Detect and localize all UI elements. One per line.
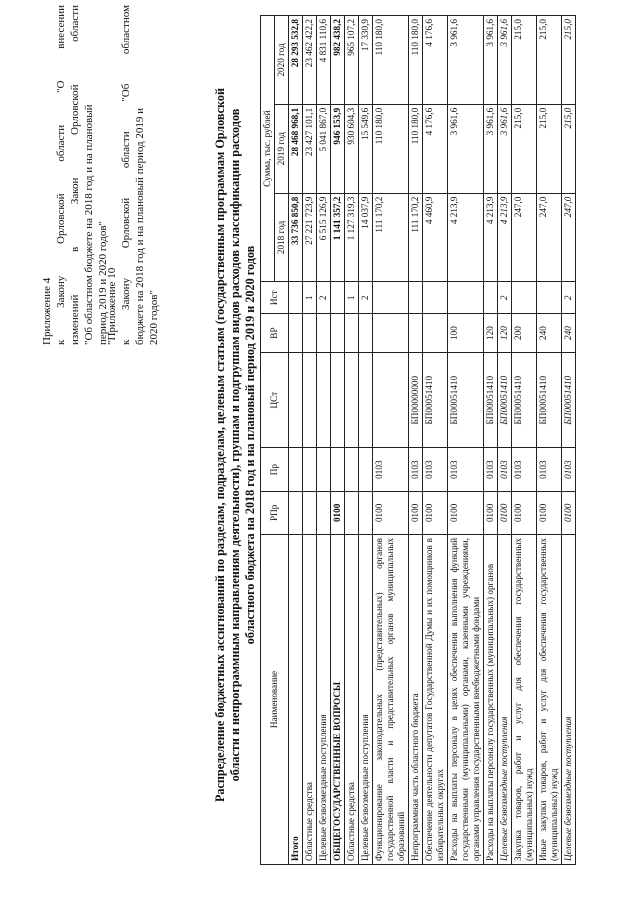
row-value-2018: 27 221 723,9 <box>303 193 317 282</box>
row-pr <box>289 448 303 491</box>
row-rpr: 0100 <box>484 491 498 534</box>
word: Орловской <box>69 84 81 135</box>
row-ist <box>289 282 303 314</box>
row-pr: 0103 <box>512 448 537 491</box>
row-value-2018: 4 213,9 <box>448 193 484 282</box>
row-value-2019: 23 427 101,1 <box>303 104 317 193</box>
row-value-2020: 28 293 532,8 <box>289 16 303 105</box>
row-ist <box>409 282 423 314</box>
row-value-2018: 6 515 126,9 <box>317 193 331 282</box>
appendix-10-note <box>105 5 161 345</box>
word: изменений <box>69 294 81 345</box>
row-value-2018: 111 170,2 <box>373 193 409 282</box>
row-value-2020: 110 180,0 <box>409 16 423 105</box>
word: области <box>69 5 81 42</box>
header-year-2020: 2020 год <box>275 16 289 105</box>
row-name: Целевые безвозмездные поступления <box>562 534 576 864</box>
row-vr <box>373 314 409 353</box>
word: к <box>120 339 132 345</box>
row-value-2018: 1 127 319,3 <box>345 193 359 282</box>
row-rpr: 0100 <box>423 491 448 534</box>
appendix-4-line-5: период 2019 и 2020 годов" <box>97 220 109 345</box>
row-name: ОБЩЕГОСУДАРСТВЕННЫЕ ВОПРОСЫ <box>331 534 345 864</box>
row-value-2019: 930 604,3 <box>345 104 359 193</box>
row-pr: 0103 <box>423 448 448 491</box>
row-rpr: 0100 <box>537 491 562 534</box>
row-cst: БП00051410 <box>498 352 512 448</box>
row-vr <box>409 314 423 353</box>
row-vr: 100 <box>448 314 484 353</box>
row-name: Областные средства <box>345 534 359 864</box>
row-rpr: 0100 <box>498 491 512 534</box>
row-name: Областные средства <box>303 534 317 864</box>
word: области <box>55 124 67 162</box>
row-rpr: 0100 <box>562 491 576 534</box>
row-value-2019: 110 180,0 <box>409 104 423 193</box>
word: Закон <box>69 177 81 205</box>
title-line-2: области и непрограммным направлениям деятельности), группам и подгруппам видов расходов классификации расходов <box>228 108 242 782</box>
row-pr <box>303 448 317 491</box>
appendix-10-line-3: бюджете на 2018 год и на плановый период 2019 и <box>134 107 146 345</box>
row-ist: 1 <box>303 282 317 314</box>
row-rpr <box>289 491 303 534</box>
row-value-2019: 3 961,6 <box>498 104 512 193</box>
header-rpr: РПр <box>261 491 289 534</box>
row-vr: 120 <box>498 314 512 353</box>
header-year-2018: 2018 год <box>275 193 289 282</box>
row-cst: БП00051410 <box>484 352 498 448</box>
row-ist <box>423 282 448 314</box>
row-value-2019: 946 153,9 <box>331 104 345 193</box>
appendix-10-line-2 <box>119 5 133 345</box>
row-cst: БП00051410 <box>448 352 484 448</box>
row-value-2018: 33 736 850,8 <box>289 193 303 282</box>
row-cst: БП00051410 <box>423 352 448 448</box>
row-rpr <box>359 491 373 534</box>
row-vr <box>289 314 303 353</box>
row-name: Закупка товаров, работ и услуг для обеспечения государственных (муниципальных) нужд <box>512 534 537 864</box>
table-row <box>498 16 512 865</box>
word: в <box>69 246 81 252</box>
table-row <box>345 16 359 865</box>
row-value-2020: 3 961,6 <box>498 16 512 105</box>
table-row <box>289 16 303 865</box>
header-pr: Пр <box>261 448 289 491</box>
table-row <box>448 16 484 865</box>
row-pr <box>317 448 331 491</box>
row-vr <box>345 314 359 353</box>
row-pr: 0103 <box>498 448 512 491</box>
row-value-2020: 3 961,6 <box>484 16 498 105</box>
row-value-2018: 247,0 <box>512 193 537 282</box>
row-name: Расходы на выплаты персоналу государственных (муниципальных) органов <box>484 534 498 864</box>
title-line-3: областного бюджета на 2018 год и на плановый период 2019 и 2020 годов <box>243 245 257 645</box>
row-ist <box>537 282 562 314</box>
row-value-2020: 965 107,2 <box>345 16 359 105</box>
document-title <box>213 55 258 835</box>
row-vr: 240 <box>562 314 576 353</box>
row-value-2019: 4 176,6 <box>423 104 448 193</box>
appendix-4-line-1: Приложение 4 <box>41 277 53 345</box>
row-value-2019: 215,0 <box>562 104 576 193</box>
row-value-2018: 14 037,9 <box>359 193 373 282</box>
word: Закону <box>55 275 67 308</box>
row-rpr <box>345 491 359 534</box>
row-ist: 1 <box>345 282 359 314</box>
row-name: Расходы на выплаты персоналу в целях обеспечения выполнения функций государственными (муниципальными) органами, казенными учреждениями, органами управления государственными внебюджетными фондами <box>448 534 484 864</box>
row-vr: 200 <box>512 314 537 353</box>
row-ist: 2 <box>562 282 576 314</box>
row-rpr: 0100 <box>448 491 484 534</box>
row-ist <box>448 282 484 314</box>
budget-table-body <box>289 16 576 865</box>
row-name: Итого <box>289 534 303 864</box>
row-value-2018: 111 170,2 <box>409 193 423 282</box>
row-cst <box>359 352 373 448</box>
word: внесении <box>55 5 67 49</box>
word: Орловской <box>120 197 132 249</box>
row-ist <box>512 282 537 314</box>
header-vr: ВР <box>261 314 289 353</box>
table-row <box>373 16 409 865</box>
row-vr <box>423 314 448 353</box>
row-value-2019: 215,0 <box>537 104 562 193</box>
row-pr: 0103 <box>484 448 498 491</box>
row-ist: 2 <box>317 282 331 314</box>
row-ist <box>331 282 345 314</box>
appendix-4-line-3 <box>68 5 82 345</box>
row-value-2019: 5 041 867,0 <box>317 104 331 193</box>
row-name: Целевые безвозмездные поступления <box>317 534 331 864</box>
header-name: Наименование <box>261 534 289 864</box>
row-rpr <box>317 491 331 534</box>
table-row <box>303 16 317 865</box>
word: к <box>55 339 67 345</box>
row-value-2018: 247,0 <box>562 193 576 282</box>
row-cst <box>345 352 359 448</box>
title-line-1: Распределение бюджетных ассигнований по разделам, подразделам, целевым статьям (государственным программам Орловской <box>213 87 227 803</box>
row-value-2020: 17 330,9 <box>359 16 373 105</box>
row-value-2020: 4 831 110,6 <box>317 16 331 105</box>
row-cst <box>373 352 409 448</box>
row-cst <box>317 352 331 448</box>
table-row <box>484 16 498 865</box>
row-value-2020: 110 180,0 <box>373 16 409 105</box>
row-pr: 0103 <box>409 448 423 491</box>
row-rpr: 0100 <box>373 491 409 534</box>
row-value-2020: 23 462 422,2 <box>303 16 317 105</box>
row-cst <box>303 352 317 448</box>
row-value-2019: 3 961,6 <box>448 104 484 193</box>
row-vr: 120 <box>484 314 498 353</box>
row-name: Целевые безвозмездные поступления <box>359 534 373 864</box>
row-rpr <box>303 491 317 534</box>
word: Орловской <box>55 193 67 244</box>
row-pr: 0103 <box>562 448 576 491</box>
word: Закону <box>120 277 132 310</box>
row-vr <box>331 314 345 353</box>
row-pr: 0103 <box>537 448 562 491</box>
row-value-2020: 215,0 <box>562 16 576 105</box>
table-row <box>537 16 562 865</box>
row-cst <box>289 352 303 448</box>
word: областном <box>120 5 132 55</box>
row-rpr: 0100 <box>512 491 537 534</box>
row-value-2018: 1 141 357,2 <box>331 193 345 282</box>
header-year-2019: 2019 год <box>275 104 289 193</box>
row-value-2018: 4 460,9 <box>423 193 448 282</box>
row-value-2019: 110 180,0 <box>373 104 409 193</box>
row-pr <box>331 448 345 491</box>
row-cst: БП00000000 <box>409 352 423 448</box>
header-sum: Сумма, тыс. рублей <box>261 16 275 282</box>
row-value-2019: 28 468 968,1 <box>289 104 303 193</box>
row-value-2018: 4 213,9 <box>484 193 498 282</box>
header-ist: Ист <box>261 282 289 314</box>
row-value-2018: 4 213,9 <box>498 193 512 282</box>
row-cst: БП00051410 <box>562 352 576 448</box>
row-value-2020: 215,0 <box>537 16 562 105</box>
row-value-2018: 247,0 <box>537 193 562 282</box>
table-row <box>331 16 345 865</box>
table-row <box>409 16 423 865</box>
row-pr: 0103 <box>448 448 484 491</box>
row-name: Иные закупки товаров, работ и услуг для обеспечения государственных (муниципальных) нужд <box>537 534 562 864</box>
appendix-10-line-1: "Приложение 10 <box>106 267 118 345</box>
appendix-4-note <box>40 5 110 345</box>
row-rpr: 0100 <box>409 491 423 534</box>
row-pr <box>345 448 359 491</box>
appendix-10-line-4: 2020 годов" <box>148 290 160 345</box>
table-row <box>562 16 576 865</box>
row-value-2020: 3 961,6 <box>448 16 484 105</box>
table-row <box>512 16 537 865</box>
row-ist: 2 <box>359 282 373 314</box>
row-cst: БП00051410 <box>537 352 562 448</box>
appendix-4-line-4: "Об областном бюджете на 2018 год и на плановый <box>83 104 95 345</box>
row-vr <box>303 314 317 353</box>
appendix-4-line-2 <box>54 5 68 345</box>
row-vr <box>317 314 331 353</box>
row-ist <box>484 282 498 314</box>
row-name: Непрограммная часть областного бюджета <box>409 534 423 864</box>
row-name: Целевые безвозмездные поступления <box>498 534 512 864</box>
row-value-2019: 3 961,6 <box>484 104 498 193</box>
word: "О <box>55 80 67 94</box>
row-value-2020: 982 438,2 <box>331 16 345 105</box>
table-row <box>423 16 448 865</box>
row-vr: 240 <box>537 314 562 353</box>
row-cst <box>331 352 345 448</box>
word: "Об <box>120 83 132 102</box>
row-name: Функционирование законодательных (представительных) органов государственной власти и представительных органов муниципальных образований <box>373 534 409 864</box>
row-ist <box>373 282 409 314</box>
budget-table <box>260 15 576 865</box>
row-ist: 2 <box>498 282 512 314</box>
row-pr: 0103 <box>373 448 409 491</box>
row-cst: БП00051410 <box>512 352 537 448</box>
row-rpr: 0100 <box>331 491 345 534</box>
row-vr <box>359 314 373 353</box>
row-value-2019: 15 549,6 <box>359 104 373 193</box>
word: области <box>120 131 132 169</box>
row-value-2020: 215,0 <box>512 16 537 105</box>
row-pr <box>359 448 373 491</box>
row-value-2020: 4 176,6 <box>423 16 448 105</box>
header-cst: ЦСт <box>261 352 289 448</box>
row-name: Обеспечение деятельности депутатов Государственной Думы и их помощников в избирательных округах <box>423 534 448 864</box>
row-value-2019: 215,0 <box>512 104 537 193</box>
table-row <box>317 16 331 865</box>
table-row <box>359 16 373 865</box>
